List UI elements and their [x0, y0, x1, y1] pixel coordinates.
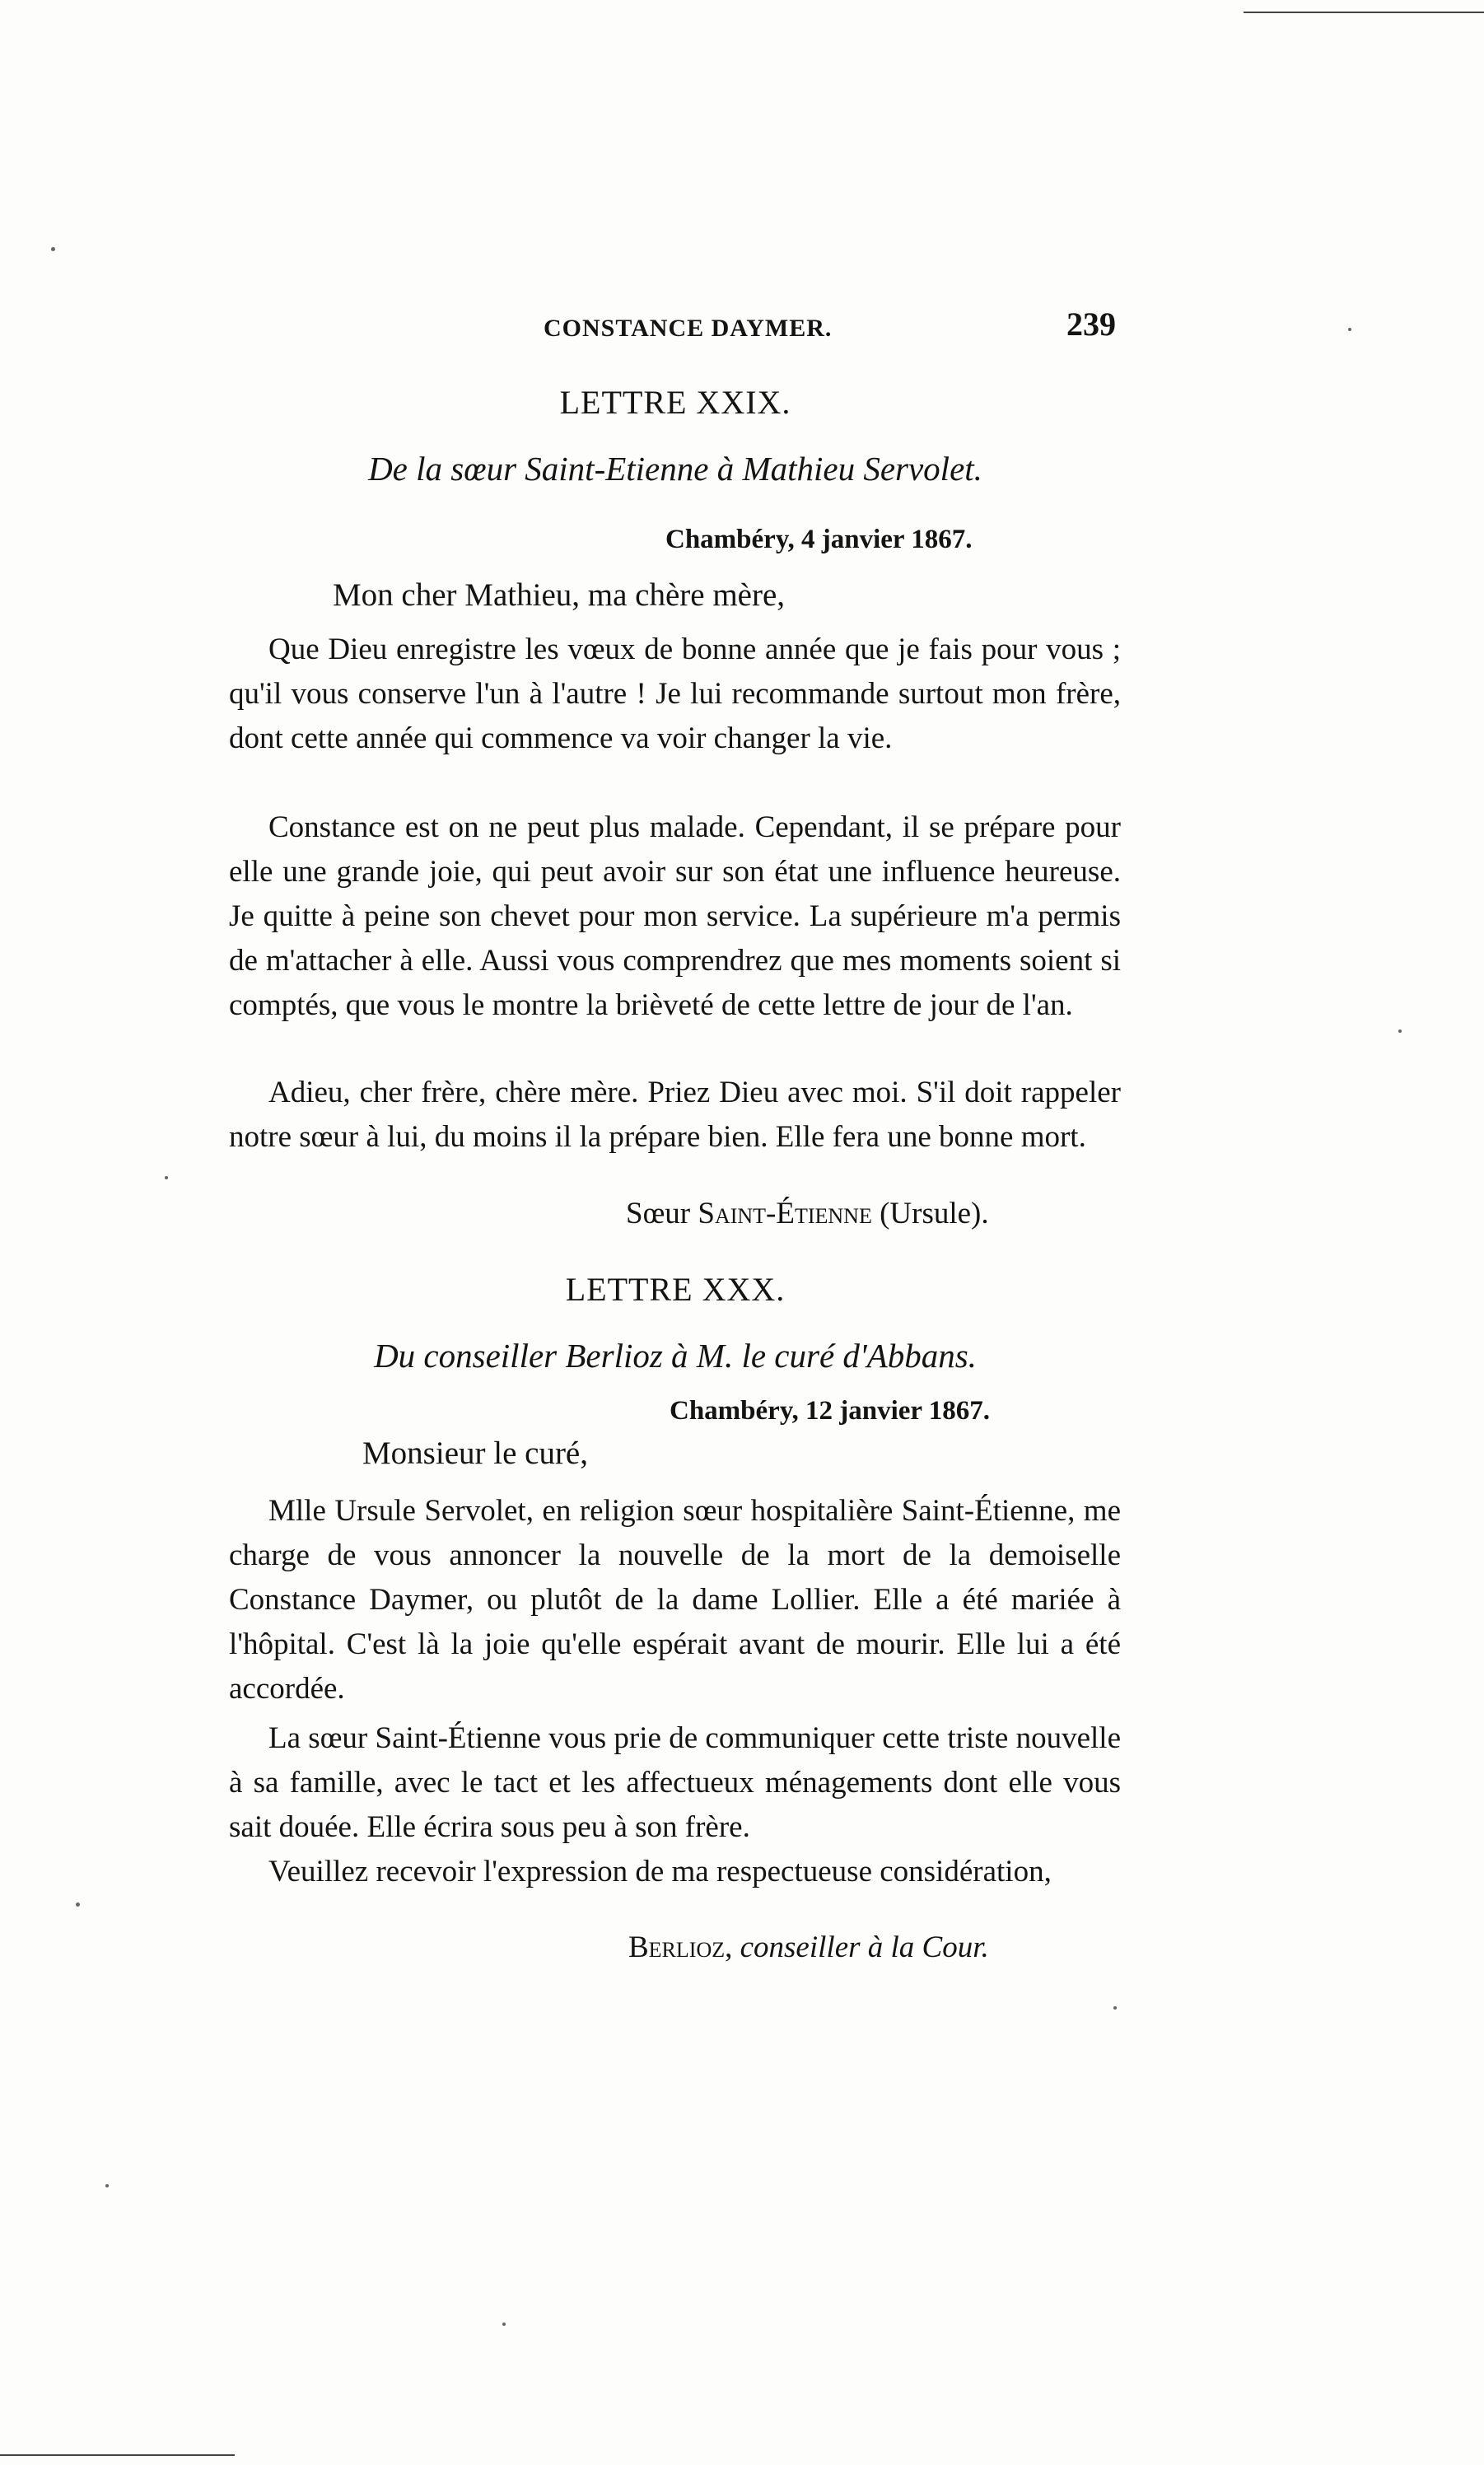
- scan-speck: [1398, 1029, 1402, 1033]
- scan-speck: [165, 1176, 168, 1179]
- scan-border-line-top: [1244, 12, 1484, 13]
- letter-30-signature: [628, 1930, 989, 1965]
- scan-speck: [1113, 2006, 1117, 2010]
- scan-speck: [1348, 328, 1351, 331]
- letter-29-dateline: Chambéry, 4 janvier 1867.: [665, 525, 973, 554]
- signature-title: conseiller à la Cour.: [740, 1930, 989, 1964]
- signature-name: Saint-Étienne: [698, 1197, 872, 1230]
- scan-speck: [502, 2323, 506, 2326]
- scan-speck: [76, 1902, 80, 1907]
- letter-30-paragraph-2: La sœur Saint-Étienne vous prie de communiquer cette triste nouvelle à sa famille, avec le tact et les affectueux ménagements dont elle vous sait douée. Elle écrira sous peu à son frère.: [229, 1721, 1121, 1844]
- letter-29-title: LETTRE XXIX.: [559, 384, 791, 421]
- running-title: CONSTANCE DAYMER.: [544, 315, 833, 342]
- letter-29-subtitle: De la sœur Saint-Etienne à Mathieu Servolet.: [368, 450, 982, 488]
- letter-29-salutation: Mon cher Mathieu, ma chère mère,: [333, 577, 786, 613]
- letter-30-paragraph-1: Mlle Ursule Servolet, en religion sœur hospitalière Saint-Étienne, me charge de vous annoncer la nouvelle de la mort de la demoiselle Constance Daymer, ou plutôt de la dame Lollier. Elle a été mariée à l'hôpital. C'est là la joie qu'elle espérait avant de mourir. Elle lui a été accordée.: [229, 1494, 1121, 1706]
- scan-speck: [105, 2184, 109, 2187]
- letter-30-paragraph-3: Veuillez recevoir l'expression de ma respectueuse considération,: [268, 1855, 1052, 1888]
- letter-29-paragraph-3: Adieu, cher frère, chère mère. Priez Dieu avec moi. S'il doit rappeler notre sœur à lui, du moins il la prépare bien. Elle fera une bonne mort.: [229, 1076, 1121, 1154]
- signature-prefix: Sœur: [626, 1197, 691, 1230]
- letter-29-paragraph-2: Constance est on ne peut plus malade. Cependant, il se prépare pour elle une grande joie, qui peut avoir sur son état une influence heureuse. Je quitte à peine son chevet pour mon service. La supérieure m'a permis de m'attacher à elle. Aussi vous comprendrez que mes moments soient si comptés, que vous le montre la brièveté de cette lettre de jour de l'an.: [229, 810, 1121, 1022]
- signature-name: Berlioz,: [628, 1930, 733, 1964]
- letter-29-paragraph-1: Que Dieu enregistre les vœux de bonne année que je fais pour vous ; qu'il vous conserve l'un à l'autre ! Je lui recommande surtout mon frère, dont cette année qui commence va voir changer la vie.: [229, 633, 1121, 755]
- letter-30-title: LETTRE XXX.: [565, 1271, 786, 1308]
- scan-border-line-bottom: [0, 2454, 235, 2456]
- signature-suffix: (Ursule).: [880, 1197, 989, 1230]
- page-number: 239: [1066, 306, 1116, 343]
- letter-30-dateline: Chambéry, 12 janvier 1867.: [670, 1396, 990, 1426]
- scan-speck: [51, 247, 55, 251]
- letter-30-salutation: Monsieur le curé,: [362, 1436, 588, 1471]
- letter-29-signature: [626, 1196, 989, 1231]
- letter-30-subtitle: Du conseiller Berlioz à M. le curé d'Abbans.: [374, 1337, 977, 1375]
